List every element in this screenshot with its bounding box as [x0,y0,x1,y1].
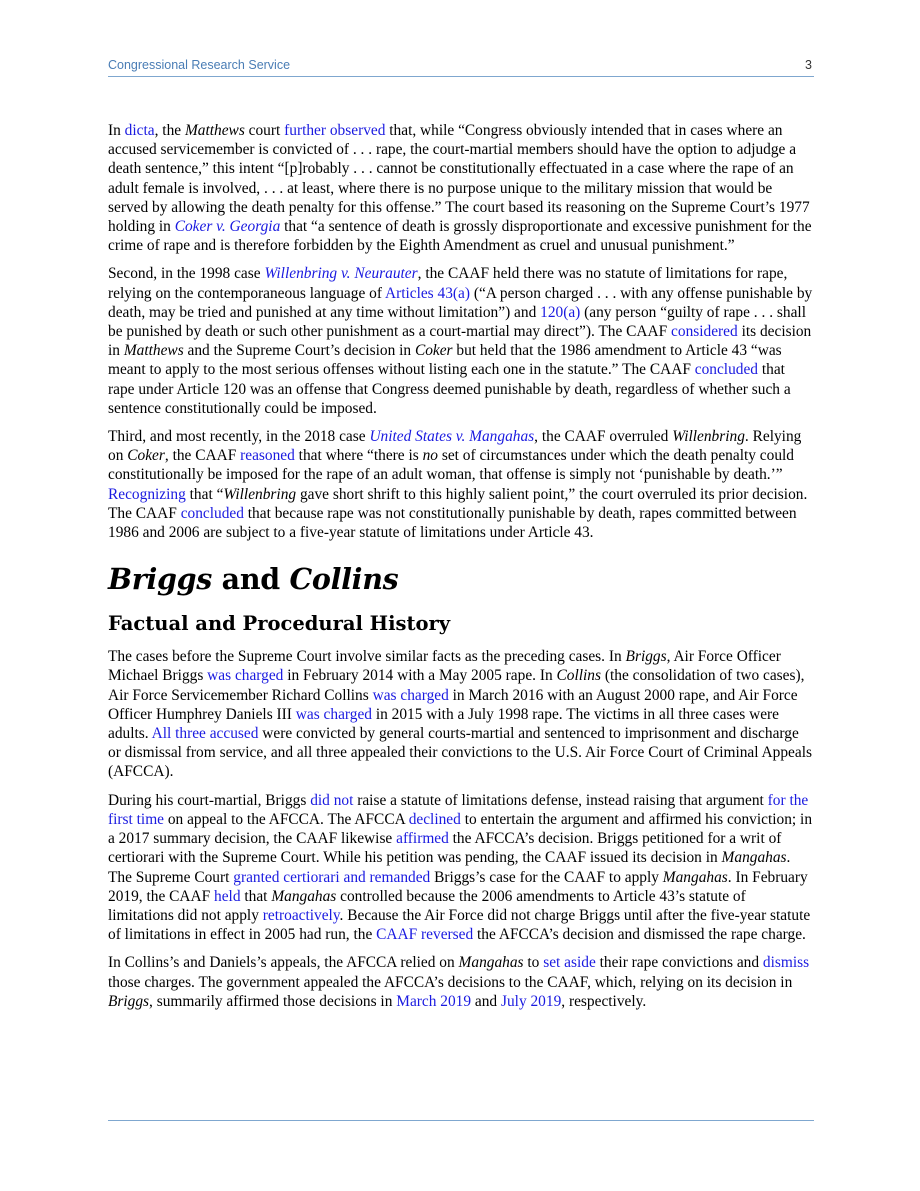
link-did-not[interactable]: did not [310,791,354,809]
link-concluded[interactable]: concluded [694,361,758,379]
link-considered[interactable]: considered [671,323,738,341]
link-for-the-first-time[interactable]: for the first time [108,791,809,828]
link-reasoned[interactable]: reasoned [240,447,295,465]
link-was-charged-collins[interactable]: was charged [372,686,449,704]
paragraph-matthews-dicta: In dicta, the Matthews court further observed that, while “Congress obviously intended that in cases where an accused servicemember is convicted of . . . rape, the court-martial members should have the option to adjudge a death sentence,” this intent “[p]robably . . . cannot be constitutionally effectuated in a case where the rape of an adult female is involved, . . . at least, where there is no purpose unique to the military mission that would be served by allowing the death penalty for this offense.” The court based its reasoning on the Supreme Court’s 1977 holding in Coker v. Georgia that “a sentence of death is grossly disproportionate and excessive punishment for the crime of rape and is therefore forbidden by the Eighth Amendment as cruel and unusual punishment.” [108,122,812,255]
link-all-three-accused[interactable]: All three accused [151,725,259,743]
link-united-states-v-mangahas[interactable]: United States v. Mangahas [369,428,535,446]
footer-rule [108,1120,814,1121]
link-was-charged-daniels[interactable]: was charged [295,705,372,723]
paragraph-willenbring: Second, in the 1998 case Willenbring v. Neurauter, the CAAF held there was no statute of limitations for rape, relying on the contemporaneous language of Articles 43(a) (“A person charged . . . with any offense punishable by death, may be tried and punished at any time without limitation”) and 120(a) (any person “guilty of rape . . . shall be punished by death or such other punishment as a court-martial may direct”). The CAAF considered its decision in Matthews and the Supreme Court’s decision in Coker but held that the 1986 amendment to Article 43 “was meant to apply to the most serious offenses without listing each one in the statute.” The CAAF concluded that rape under Article 120 was an offense that Congress deemed punishable by death, regardless of whether such a sentence constitutionally could be imposed. [108,265,813,417]
link-declined[interactable]: declined [408,810,461,828]
link-held[interactable]: held [214,887,241,905]
document-body [108,121,814,1020]
paragraph-facts: The cases before the Supreme Court involve similar facts as the preceding cases. In Briggs, Air Force Officer Michael Briggs was charged in February 2014 with a May 2005 rape. In Collins (the consolidation of two cases), Air Force Servicemember Richard Collins was charged in March 2016 with an August 2000 rape, and Air Force Officer Humphrey Daniels III was charged in 2015 with a July 1998 rape. The victims in all three cases were adults. All three accused were convicted by general courts-martial and sentenced to imprisonment and discharge or dismissal from service, and all three appealed their convictions to the U.S. Air Force Court of Criminal Appeals (AFCCA). [108,648,812,781]
paragraph-briggs-history: During his court-martial, Briggs did not raise a statute of limitations defense, instead raising that argument for the first time on appeal to the AFCCA. The AFCCA declined to entertain the argument and affirmed his conviction; in a 2017 summary decision, the CAAF likewise affirmed the AFCCA’s decision. Briggs petitioned for a writ of certiorari with the Supreme Court. While his petition was pending, the CAAF issued its decision in Mangahas. The Supreme Court granted certiorari and remanded Briggs’s case for the CAAF to apply Mangahas. In February 2019, the CAAF held that Mangahas controlled because the 2006 amendments to Article 43’s statute of limitations did not apply retroactively. Because the Air Force did not charge Briggs until after the five-year statute of limitations in effect in 2005 had run, the CAAF reversed the AFCCA’s decision and dismissed the rape charge. [108,791,813,944]
link-affirmed[interactable]: affirmed [396,830,449,848]
link-dicta[interactable]: dicta [124,122,155,139]
paragraph-mangahas: Third, and most recently, in the 2018 case United States v. Mangahas, the CAAF overruled Willenbring. Relying on Coker, the CAAF reasoned that where “there is no set of circumstances under which the death penalty could constitutionally be imposed for the rape of an adult woman, that offense is simply not ‘punishable by death.’” Recognizing that “Willenbring gave short shrift to this highly salient point,” the court overruled its prior decision. The CAAF concluded that because rape was not constitutionally punishable by death, rapes committed between 1986 and 2006 are subject to a five-year statute of limitations under Article 43. [108,428,808,542]
page-header [108,58,814,75]
page-number: 3 [805,58,812,72]
subsection-heading: Factual and Procedural History [108,612,451,636]
link-caaf-reversed[interactable]: CAAF reversed [376,926,474,944]
link-retroactively[interactable]: retroactively [262,906,340,924]
link-further-observed[interactable]: further observed [284,122,386,139]
link-march-2019[interactable]: March 2019 [396,992,472,1010]
link-dismiss[interactable]: dismiss [762,954,810,972]
link-articles-43a[interactable]: Articles 43(a) [384,284,470,302]
header-organization: Congressional Research Service [108,58,291,72]
header-rule [108,76,814,77]
link-july-2019[interactable]: July 2019 [500,992,562,1010]
link-willenbring-v-neurauter[interactable]: Willenbring v. Neurauter [264,265,418,283]
section-heading: Briggs and Collins [108,562,399,597]
paragraph-collins-daniels: In Collins’s and Daniels’s appeals, the AFCCA relied on Mangahas to set aside their rape convictions and dismiss those charges. The government appealed the AFCCA’s decisions to the CAAF, which, relying on its decision in Briggs, summarily affirmed those decisions in March 2019 and July 2019, respectively. [108,954,810,1010]
link-set-aside[interactable]: set aside [543,954,596,972]
link-was-charged-briggs[interactable]: was charged [207,667,284,685]
link-120a[interactable]: 120(a) [540,303,581,321]
link-recognizing[interactable]: Recognizing [108,485,186,503]
link-concluded-2[interactable]: concluded [180,504,244,522]
link-coker-v-georgia[interactable]: Coker v. Georgia [174,218,281,236]
link-granted-certiorari-and-remanded[interactable]: granted certiorari and remanded [233,868,431,886]
